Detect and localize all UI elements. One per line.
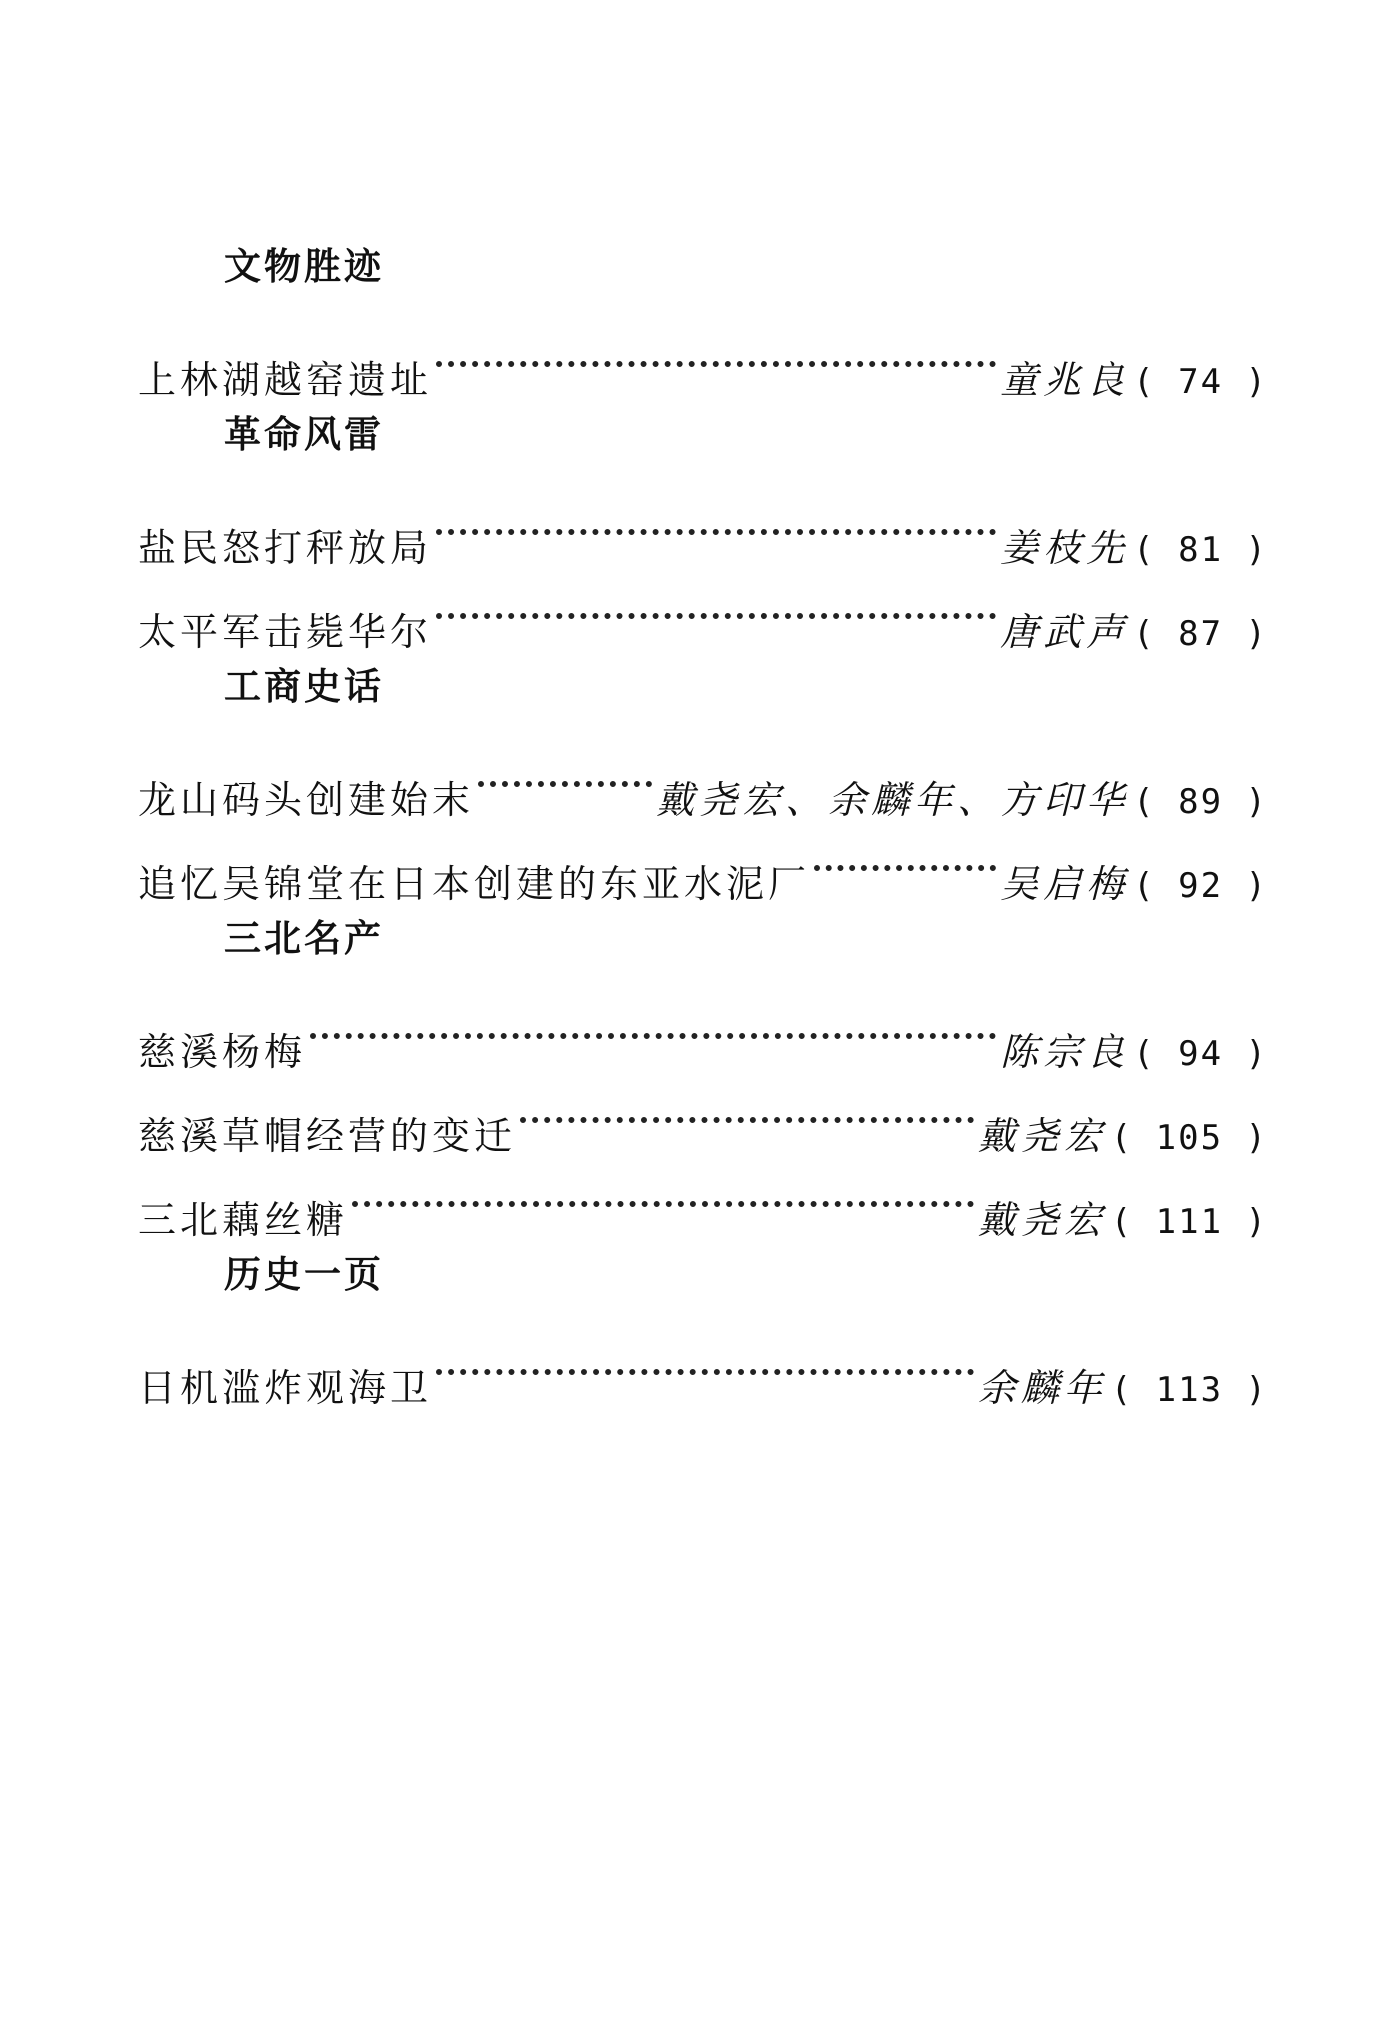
entry-author: 余麟年 [977,1366,1107,1410]
entry-title: 三北藕丝糖 [138,1198,349,1242]
dot-leader [478,729,652,813]
dot-leader [436,561,996,645]
dot-leader [310,981,996,1065]
entry-author: 戴尧宏、余麟年、方印华 [656,778,1130,822]
section-heading: 文物胜迹 [224,245,384,288]
section-heading: 工商史话 [224,665,384,708]
dot-leader [436,309,996,393]
toc-entry [138,729,1268,822]
dot-leader [352,1149,974,1233]
entry-title: 龙山码头创建始末 [138,778,475,822]
entry-title: 追忆吴锦堂在日本创建的东亚水泥厂 [138,862,811,906]
section-heading: 革命风雷 [224,413,384,456]
dot-leader [520,1065,974,1149]
entry-author: 唐武声 [1000,610,1130,654]
toc-entry [138,477,1268,570]
entry-author: 戴尧宏 [977,1114,1107,1158]
entry-page-number: ( 94 ) [1133,1034,1268,1074]
entry-author: 陈宗良 [1000,1030,1130,1074]
entry-author: 童兆良 [1000,358,1130,402]
table-of-contents [138,225,1268,1410]
entry-title: 太平军击毙华尔 [138,610,433,654]
entry-page-number: ( 81 ) [1133,530,1268,570]
entry-page-number: ( 87 ) [1133,614,1268,654]
entry-page-number: ( 105 ) [1110,1118,1268,1158]
section-heading: 历史一页 [224,1253,384,1296]
section-heading: 三北名产 [224,917,384,960]
entry-page-number: ( 92 ) [1133,866,1268,906]
toc-entry [138,1317,1268,1410]
toc-entry [138,309,1268,402]
entry-title: 盐民怒打秤放局 [138,526,433,570]
dot-leader [436,1317,974,1401]
entry-title: 上林湖越窑遗址 [138,358,433,402]
entry-author: 姜枝先 [1000,526,1130,570]
entry-page-number: ( 89 ) [1133,782,1268,822]
toc-entry [138,981,1268,1074]
entry-author: 戴尧宏 [977,1198,1107,1242]
entry-title: 日机滥炸观海卫 [138,1366,433,1410]
entry-page-number: ( 74 ) [1133,362,1268,402]
entry-author: 吴启梅 [1000,862,1130,906]
entry-page-number: ( 111 ) [1110,1202,1268,1242]
dot-leader [436,477,996,561]
entry-title: 慈溪草帽经营的变迁 [138,1114,517,1158]
dot-leader [814,813,996,897]
entry-title: 慈溪杨梅 [138,1030,307,1074]
entry-page-number: ( 113 ) [1110,1370,1268,1410]
